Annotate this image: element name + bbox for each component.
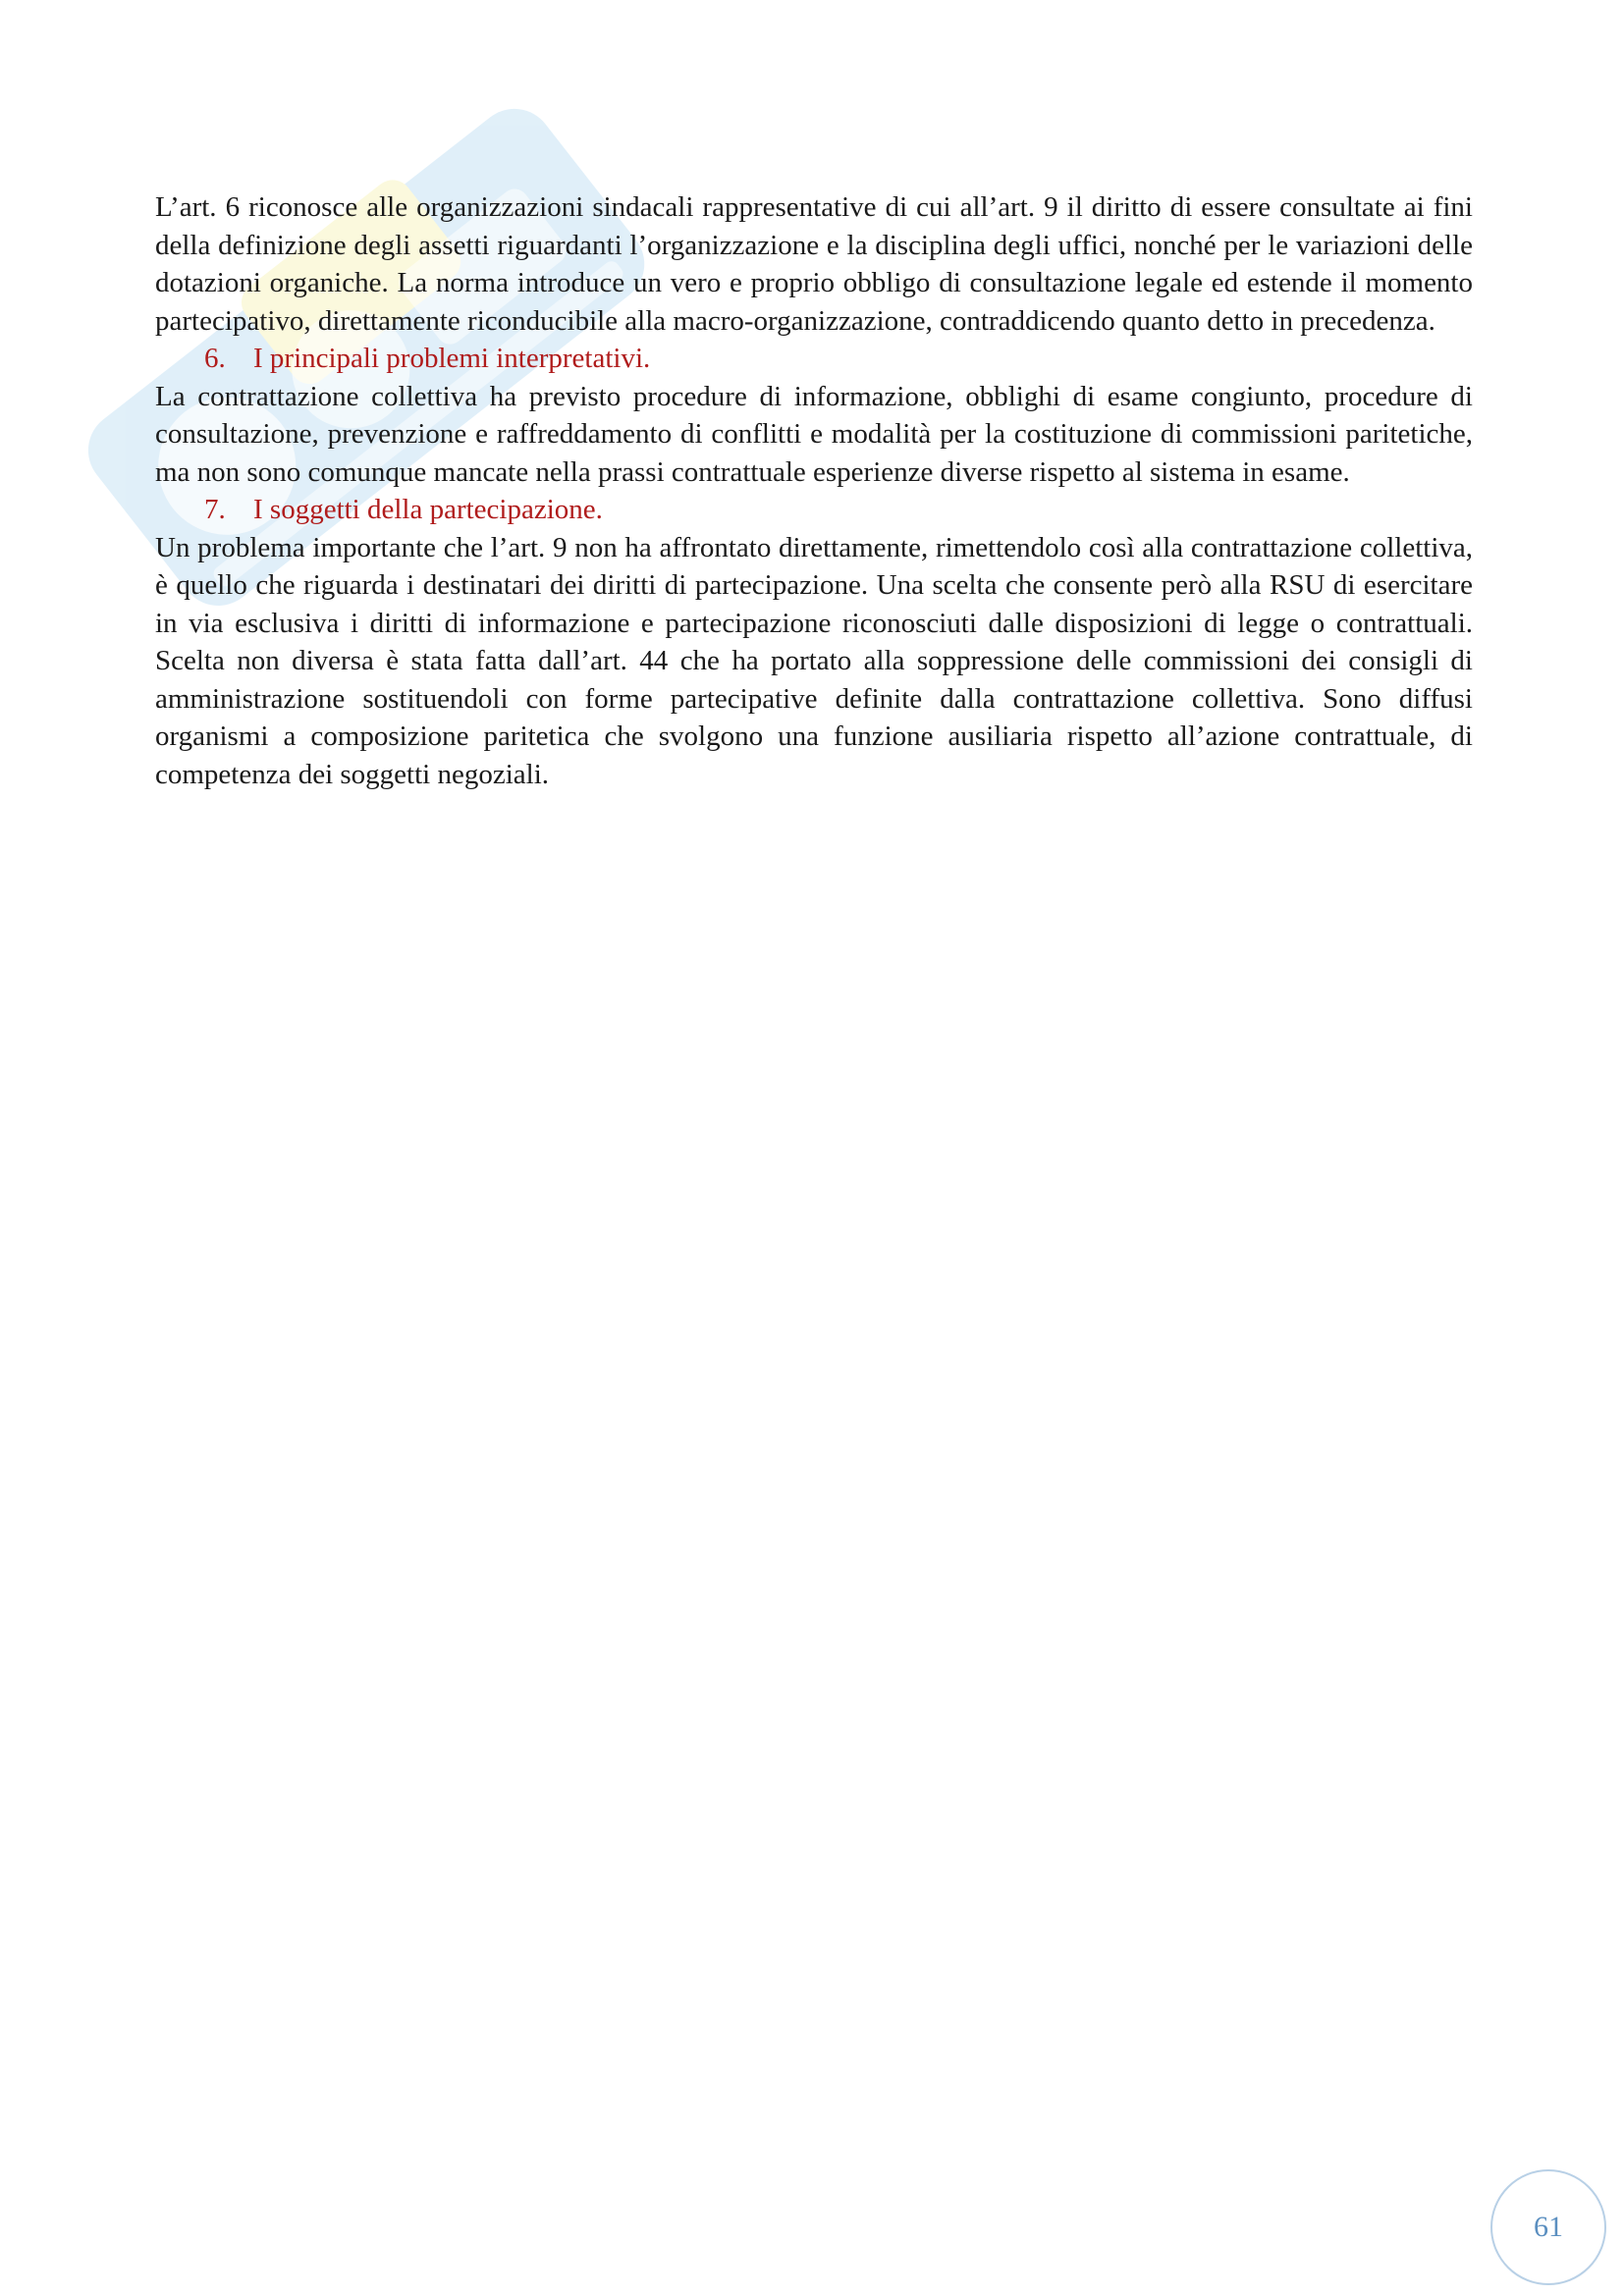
section-heading-6: [155, 340, 1473, 378]
section-title: I soggetti della partecipazione.: [253, 494, 603, 525]
page-number: 61: [1534, 2211, 1563, 2243]
section-title: I principali problemi interpretativi.: [253, 343, 651, 374]
paragraph-art6: L’art. 6 riconosce alle organizzazioni sindacali rappresentative di cui all’art. 9 il diritto di essere consultate ai fini della definizione degli assetti riguardanti l’organizzazione e la disciplina degli uffici, nonché per le variazioni delle dotazioni organiche. La norma introduce un vero e proprio obbligo di consultazione legale ed estende il momento partecipativo, direttamente riconducibile alla macro-organizzazione, contraddicendo quanto detto in precedenza.: [155, 191, 1473, 337]
section-heading-7: [155, 491, 1473, 529]
paragraph-problemi-interpretativi: La contrattazione collettiva ha previsto procedure di informazione, obblighi di esame congiunto, procedure di consultazione, prevenzione e raffreddamento di conflitti e modalità per la costituzione di commissioni paritetiche, ma non sono comunque mancate nella prassi contrattuale esperienze diverse rispetto al sistema in esame.: [155, 380, 1473, 488]
paragraph-soggetti-partecipazione: Un problema importante che l’art. 9 non ha affrontato direttamente, rimettendolo così alla contrattazione collettiva, è quello che riguarda i destinatari dei diritti di partecipazione. Una scelta che consente però alla RSU di esercitare in via esclusiva i diritti di informazione e partecipazione riconosciuti dalle disposizioni di legge o contrattuali. Scelta non diversa è stata fatta dall’art. 44 che ha portato alla soppressione delle commissioni dei consigli di amministrazione sostituendoli con forme partecipative definite dalla contrattazione collettiva. Sono diffusi organismi a composizione paritetica che svolgono una funzione ausiliaria rispetto all’azione contrattuale, di competenza dei soggetti negoziali.: [155, 531, 1473, 790]
page-number-badge: [1490, 2169, 1606, 2285]
document-body: [155, 188, 1473, 793]
section-number: 6.: [204, 343, 226, 374]
section-number: 7.: [204, 494, 226, 525]
